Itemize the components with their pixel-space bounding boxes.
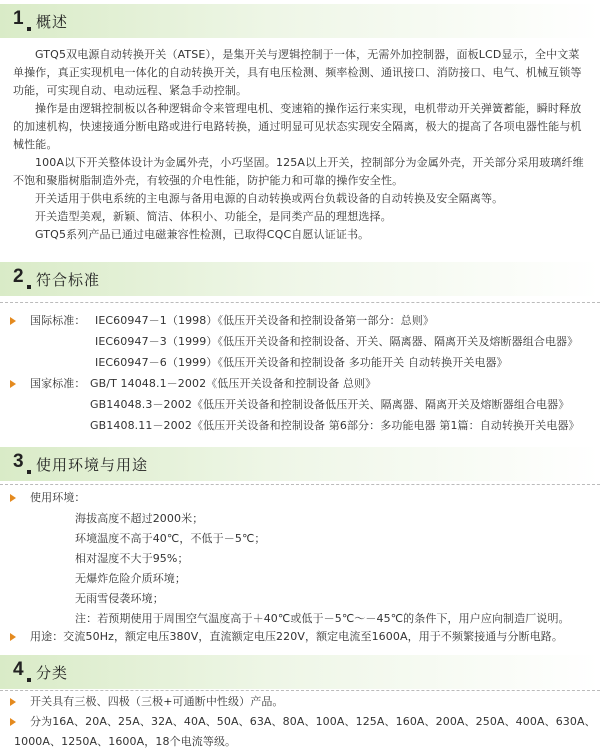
overview-text — [13, 46, 588, 244]
section-header-classification — [0, 655, 600, 689]
intl-standard-item: IEC60947－3（1999）《低压开关设备和控制设备、开关、隔离器、隔离开关及熔断器组合电器》 — [95, 335, 579, 348]
bullet-icon — [10, 380, 16, 388]
section-dot — [27, 678, 31, 682]
intl-standard-item: IEC60947－6（1999）《低压开关设备和控制设备 多功能开关 自动转换开关电器》 — [95, 356, 508, 369]
usage-text: 用途：交流50Hz，额定电压380V，直流额定电压220V，额定电流至1600A，用于不频繁接通与分断电路。 — [30, 630, 563, 643]
bullet-icon — [10, 718, 16, 726]
section-title: 分类 — [36, 664, 69, 682]
divider — [0, 690, 600, 691]
overview-paragraph: 操作是由逻辑控制板以各种逻辑命令来管理电机、变速箱的操作运行来实现，电机带动开关弹簧蓄能，瞬时释放的加速机构，快速接通分断电路或进行电路转换，通过明显可见状态实现安全隔离，极大的提高了各项电器性能与机械性能。 — [13, 102, 582, 151]
bullet-icon — [10, 494, 16, 502]
bullet-icon — [10, 317, 16, 325]
section-number: 4 — [13, 659, 24, 680]
section-title: 使用环境与用途 — [36, 456, 149, 474]
section-number: 2 — [13, 266, 24, 287]
section-dot — [27, 470, 31, 474]
section-title: 符合标准 — [36, 271, 101, 289]
overview-paragraph: GTQ5双电源自动转换开关（ATSE），是集开关与逻辑控制于一体，无需外加控制器，面板LCD显示，全中文菜单操作，真正实现机电一体化的自动转换开关，具有电压检测、频率检测、通讯接口、消防接口、电气、机械互锁等功能，可实现自动、电动远程、紧急手动控制。 — [13, 48, 582, 97]
environment-item: 相对湿度不大于95%； — [75, 552, 189, 565]
bullet-icon — [10, 633, 16, 641]
section-number: 3 — [13, 451, 24, 472]
national-standard-item: GB1408.11－2002《低压开关设备和控制设备 第6部分：多功能电器 第1篇：自动转换开关电器》 — [90, 419, 580, 432]
section-header-standards — [0, 262, 600, 296]
section-header-overview — [0, 4, 600, 38]
overview-paragraph: GTQ5系列产品已通过电磁兼容性检测，已取得CQC自愿认证证书。 — [35, 228, 370, 241]
classification-item: 分为16A、20A、25A、32A、40A、50A、63A、80A、100A、125A、160A、200A、250A、400A、630A、 — [30, 715, 596, 728]
environment-item: 海拔高度不超过2000米； — [75, 512, 204, 525]
section-header-environment — [0, 447, 600, 481]
classification-item: 开关具有三极、四极（三极+可通断中性级）产品。 — [30, 695, 284, 708]
intl-standard-label: 国际标准： — [30, 314, 86, 327]
environment-item: 无爆炸危险介质环境； — [75, 572, 186, 585]
national-standard-item: GB14048.3－2002《低压开关设备和控制设备低压开关、隔离器、隔离开关及熔断器组合电器》 — [90, 398, 570, 411]
section-dot — [27, 285, 31, 289]
environment-item: 无雨雪侵袭环境； — [75, 592, 164, 605]
intl-standard-item: IEC60947－1（1998）《低压开关设备和控制设备第一部分：总则》 — [95, 314, 434, 327]
section-number: 1 — [13, 8, 24, 29]
environment-label: 使用环境： — [30, 491, 86, 504]
national-standard-label: 国家标准： — [30, 377, 86, 390]
divider — [0, 302, 600, 303]
overview-paragraph: 开关适用于供电系统的主电源与备用电源的自动转换或两台负载设备的自动转换及安全隔离等。 — [35, 192, 504, 205]
environment-item: 环境温度不高于40℃，不低于－5℃； — [75, 532, 266, 545]
national-standard-item: GB/T 14048.1－2002《低压开关设备和控制设备 总则》 — [90, 377, 377, 390]
section-dot — [27, 27, 31, 31]
section-title: 概述 — [36, 13, 69, 31]
overview-paragraph: 100A以下开关整体设计为金属外壳，小巧坚固。125A以上开关，控制部分为金属外壳，开关部分采用玻璃纤维不饱和聚脂树脂制造外壳，有较强的介电性能，防护能力和可靠的操作安全性。 — [13, 156, 584, 187]
divider — [0, 484, 600, 485]
environment-note: 注：若预期使用于周围空气温度高于＋40℃或低于－5℃～－45℃的条件下，用户应向制造厂说明。 — [75, 612, 570, 625]
classification-item: 1000A、1250A、1600A，18个电流等级。 — [14, 735, 237, 748]
overview-paragraph: 开关造型美观，新颖、简洁、体积小、功能全，是同类产品的理想选择。 — [35, 210, 392, 223]
bullet-icon — [10, 698, 16, 706]
